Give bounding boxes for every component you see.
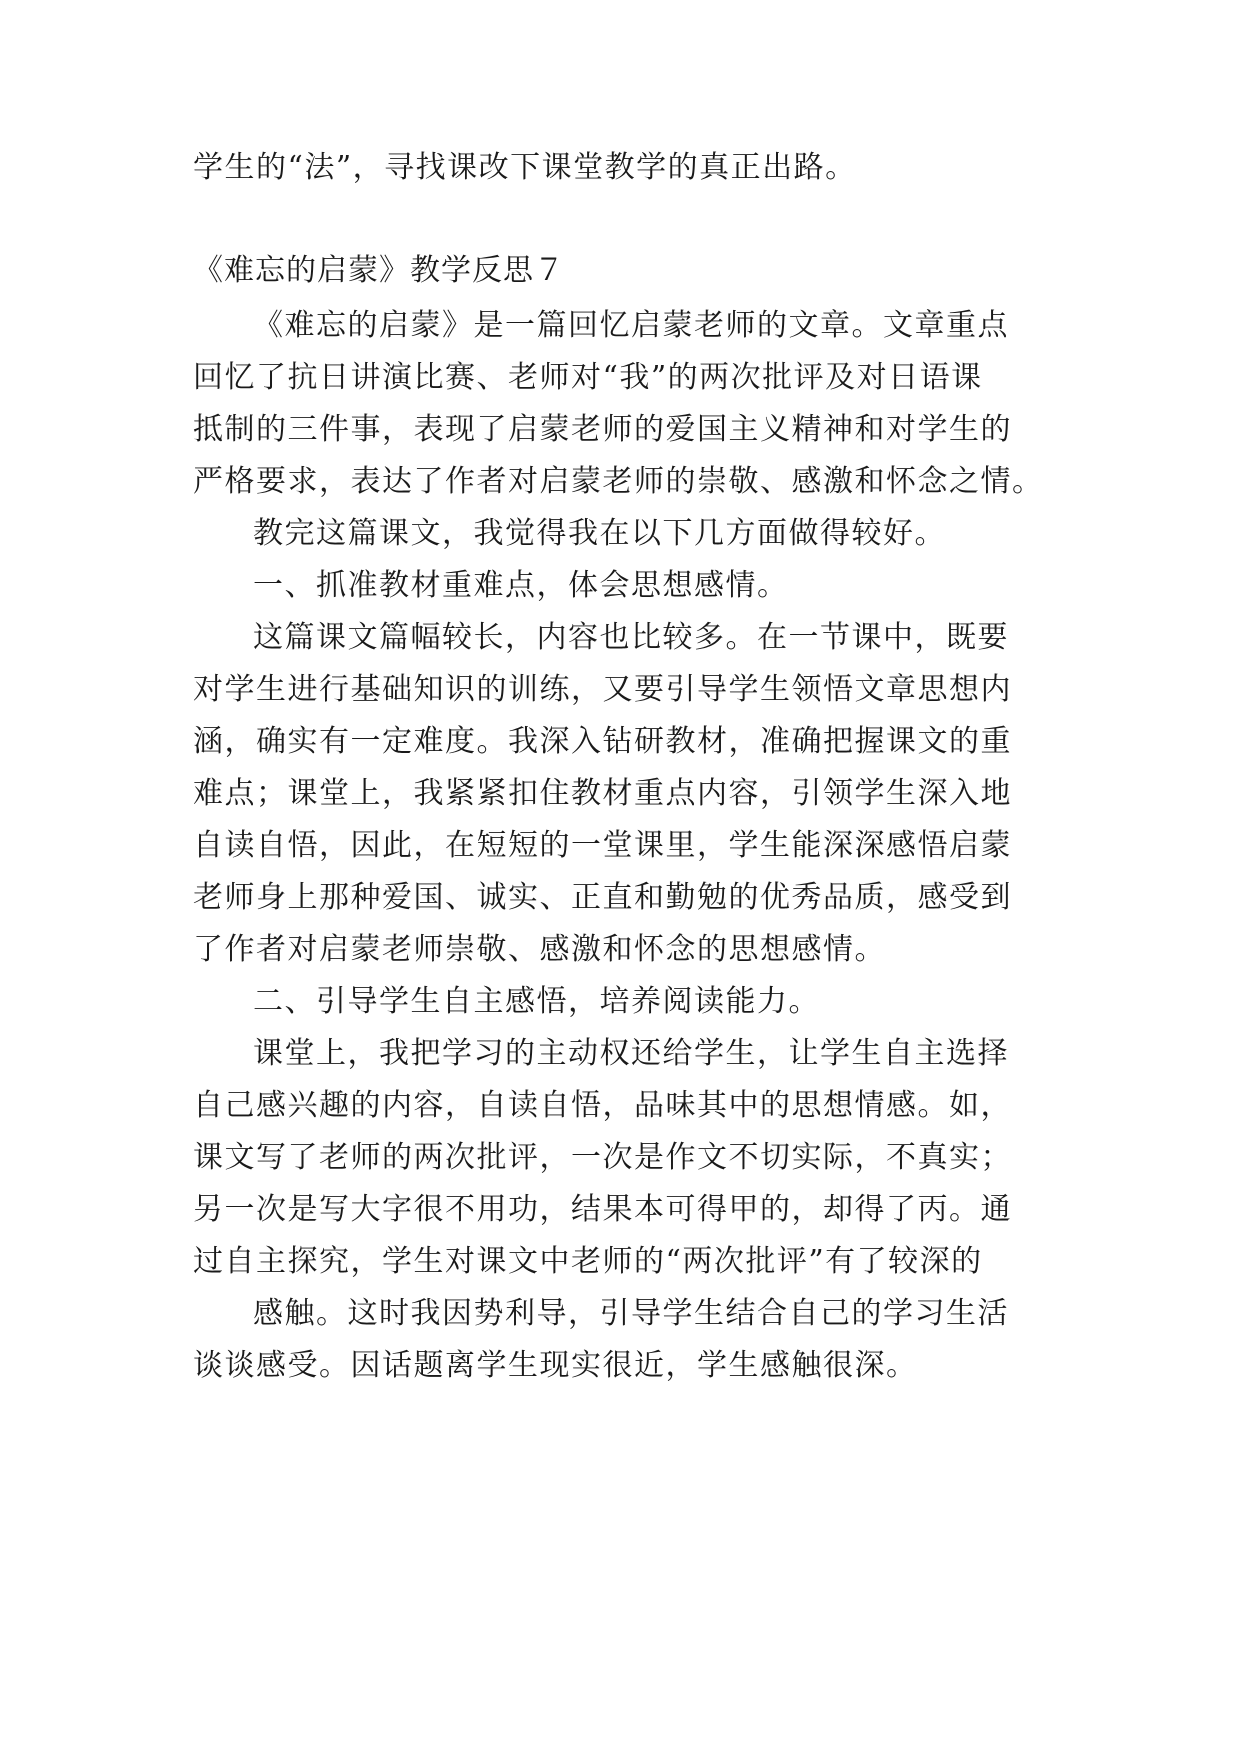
text-line-12: 难点；课堂上，我紧紧扣住教材重点内容，引领学生深入地 [193,776,1012,811]
text-line-5: 抵制的三件事，表现了启蒙老师的爱国主义精神和对学生的 [193,412,1012,447]
text-line-15: 了作者对启蒙老师崇敬、感激和怀念的思想感情。 [193,932,886,967]
text-line-19: 课文写了老师的两次批评，一次是作文不切实际，不真实； [193,1140,1012,1175]
section-heading: 《难忘的启蒙》教学反思７ [193,253,565,288]
text-line-4: 回忆了抗日讲演比赛、老师对“我”的两次批评及对日语课 [193,360,983,395]
text-line-21: 过自主探究，学生对课文中老师的“两次批评”有了较深的 [193,1244,983,1279]
text-line-1: 学生的“法”，寻找课改下课堂教学的真正出路。 [193,150,857,185]
text-line-14: 老师身上那种爱国、诚实、正直和勤勉的优秀品质，感受到 [193,880,1012,915]
subheading-1: 一、抓准教材重难点，体会思想感情。 [253,568,789,603]
text-line-23: 谈谈感受。因话题离学生现实很近，学生感触很深。 [193,1348,918,1383]
text-line-9: 这篇课文篇幅较长，内容也比较多。在一节课中，既要 [253,620,1009,655]
text-line-20: 另一次是写大字很不用功，结果本可得甲的，却得了丙。通 [193,1192,1012,1227]
text-line-13: 自读自悟，因此，在短短的一堂课里，学生能深深感悟启蒙 [193,828,1012,863]
text-line-7: 教完这篇课文，我觉得我在以下几方面做得较好。 [253,516,946,551]
text-line-3: 《难忘的启蒙》是一篇回忆启蒙老师的文章。文章重点 [253,308,1009,343]
text-line-10: 对学生进行基础知识的训练，又要引导学生领悟文章思想内 [193,672,1012,707]
text-line-17: 课堂上，我把学习的主动权还给学生，让学生自主选择 [253,1036,1009,1071]
subheading-2: 二、引导学生自主感悟，培养阅读能力。 [253,984,820,1019]
text-line-22: 感触。这时我因势利导，引导学生结合自己的学习生活 [253,1296,1009,1331]
text-line-11: 涵，确实有一定难度。我深入钻研教材，准确把握课文的重 [193,724,1012,759]
text-line-6: 严格要求，表达了作者对启蒙老师的崇敬、感激和怀念之情。 [193,464,1044,499]
text-line-18: 自己感兴趣的内容，自读自悟，品味其中的思想情感。如， [193,1088,1012,1123]
